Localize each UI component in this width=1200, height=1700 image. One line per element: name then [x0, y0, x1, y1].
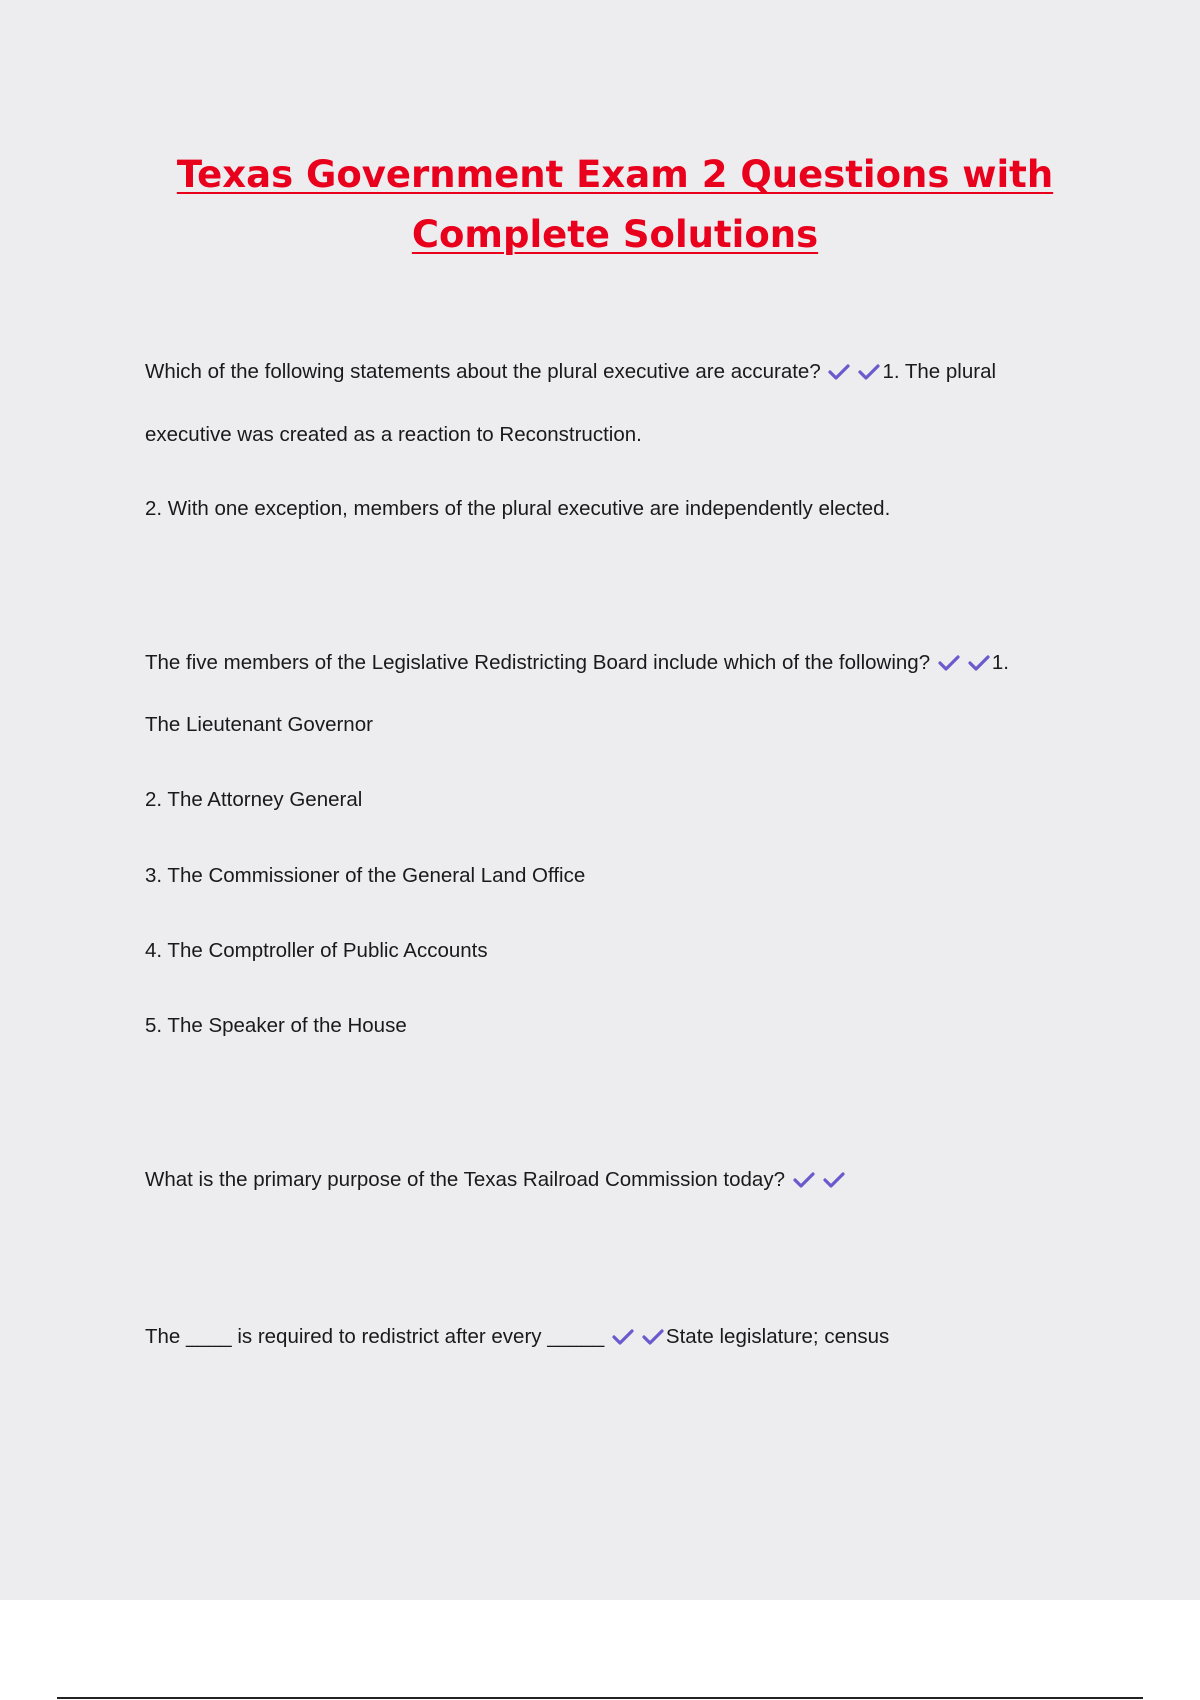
check-icon	[821, 1170, 847, 1190]
question-2-item-2: 2. The Attorney General	[145, 788, 363, 811]
question-2-item-5: 5. The Speaker of the House	[145, 1014, 407, 1037]
check-icon	[856, 362, 882, 382]
question-2-item-3: 3. The Commissioner of the General Land Office	[145, 864, 586, 887]
page-title	[0, 145, 1200, 265]
check-icon	[791, 1170, 817, 1190]
question-1	[145, 358, 996, 386]
check-icon	[826, 362, 852, 382]
question-2	[145, 649, 1009, 677]
question-1-prompt: Which of the following statements about the plural executive are accurate?	[145, 360, 821, 383]
question-1-item-2: 2. With one exception, members of the plural executive are independently elected.	[145, 497, 891, 520]
footer-divider	[57, 1697, 1143, 1699]
title-line-2: Complete Solutions	[411, 213, 819, 256]
question-4-prompt: The ____ is required to redistrict after every _____	[145, 1325, 605, 1348]
question-2-prompt: The five members of the Legislative Redistricting Board include which of the following?	[145, 651, 931, 674]
question-1-answer-start: 1. The plural	[882, 360, 997, 383]
question-1-continuation: executive was created as a reaction to Reconstruction.	[145, 423, 642, 446]
question-2-answer-start: 1.	[991, 651, 1009, 674]
check-icon	[610, 1327, 636, 1347]
question-2-continuation: The Lieutenant Governor	[145, 713, 373, 736]
check-icon	[640, 1327, 666, 1347]
title-line-1: Texas Government Exam 2 Questions with	[176, 153, 1054, 196]
question-4-answer-start: State legislature; census	[665, 1325, 890, 1348]
question-3	[145, 1166, 847, 1194]
check-icon	[966, 653, 992, 673]
question-2-item-4: 4. The Comptroller of Public Accounts	[145, 939, 488, 962]
question-3-prompt: What is the primary purpose of the Texas Railroad Commission today?	[145, 1168, 785, 1191]
question-4	[145, 1323, 889, 1351]
check-icon	[936, 653, 962, 673]
